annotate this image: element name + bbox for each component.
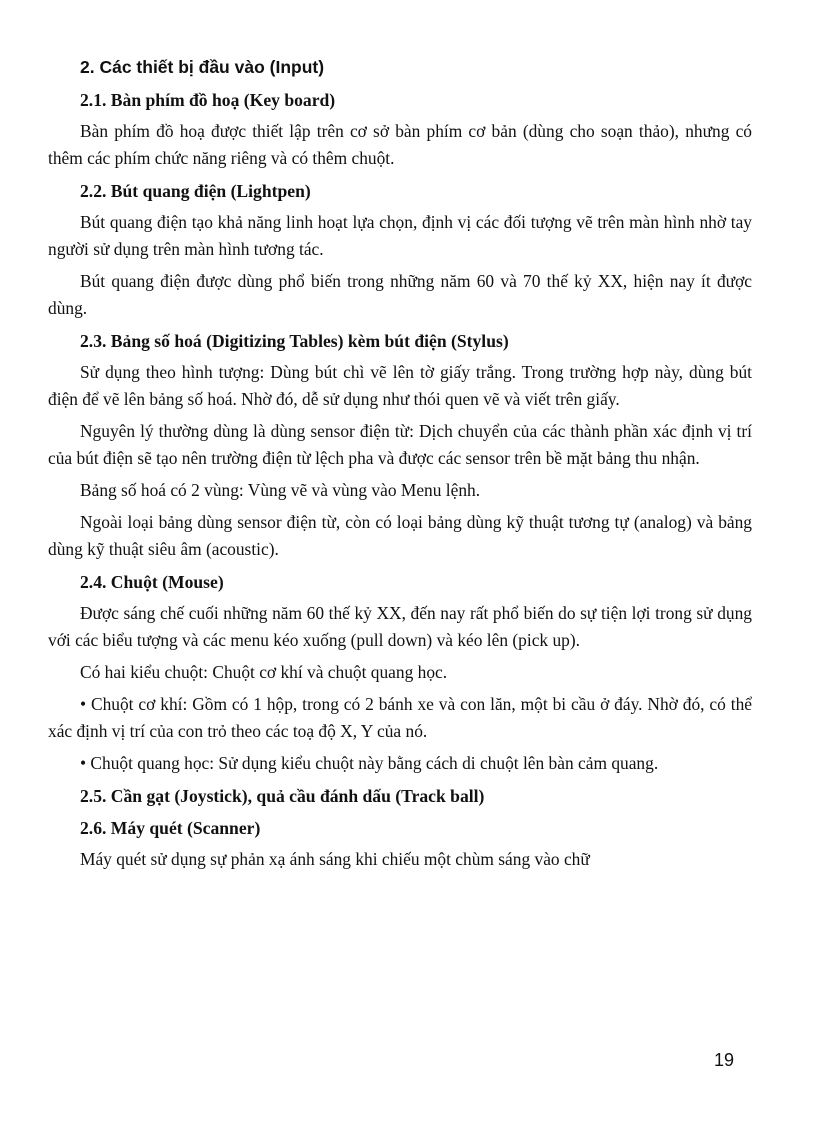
subsection-heading-2-1: 2.1. Bàn phím đồ hoạ (Key board) — [80, 90, 336, 110]
paragraph: Nguyên lý thường dùng là dùng sensor điện từ: Dịch chuyển của các thành phần xác định vị trí của bút điện sẽ tạo nên trường điện từ lệch pha và được các sensor trên bề mặt bảng thu nhận. — [48, 421, 752, 468]
paragraph: Máy quét sử dụng sự phản xạ ánh sáng khi chiếu một chùm sáng vào chữ — [80, 849, 590, 869]
paragraph: Bút quang điện tạo khả năng linh hoạt lựa chọn, định vị các đối tượng vẽ trên màn hình nhờ tay người sử dụng trên màn hình tương tác. — [48, 212, 752, 259]
paragraph: Bàn phím đồ hoạ được thiết lập trên cơ sở bàn phím cơ bản (dùng cho soạn thảo), nhưng có thêm các phím chức năng riêng và có thêm chuột. — [48, 121, 752, 168]
paragraph: Ngoài loại bảng dùng sensor điện từ, còn có loại bảng dùng kỹ thuật tương tự (analog) và bảng dùng kỹ thuật siêu âm (acoustic). — [48, 512, 752, 559]
page-number: 19 — [714, 1050, 735, 1070]
subsection-heading-2-3: 2.3. Bảng số hoá (Digitizing Tables) kèm bút điện (Stylus) — [80, 331, 509, 351]
paragraph: Có hai kiểu chuột: Chuột cơ khí và chuột quang học. — [80, 662, 448, 682]
paragraph: Bảng số hoá có 2 vùng: Vùng vẽ và vùng vào Menu lệnh. — [80, 480, 481, 500]
paragraph: Sử dụng theo hình tượng: Dùng bút chì vẽ lên tờ giấy trắng. Trong trường hợp này, dùng bút điện để vẽ lên bảng số hoá. Nhờ đó, dễ sử dụng như thói quen vẽ và viết trên giấy. — [48, 362, 752, 409]
subsection-heading-2-5: 2.5. Cần gạt (Joystick), quả cầu đánh dấu (Track ball) — [80, 786, 485, 806]
paragraph: Được sáng chế cuối những năm 60 thế kỷ XX, đến nay rất phổ biến do sự tiện lợi trong sử dụng với các biểu tượng và các menu kéo xuống (pull down) và kéo lên (pick up). — [48, 603, 752, 650]
subsection-heading-2-6: 2.6. Máy quét (Scanner) — [80, 818, 261, 838]
bullet-paragraph: • Chuột quang học: Sử dụng kiểu chuột này bằng cách di chuột lên bàn cảm quang. — [80, 753, 659, 773]
subsection-heading-2-4: 2.4. Chuột (Mouse) — [80, 572, 224, 592]
subsection-heading-2-2: 2.2. Bút quang điện (Lightpen) — [80, 181, 311, 201]
bullet-paragraph: • Chuột cơ khí: Gồm có 1 hộp, trong có 2 bánh xe và con lăn, một bi cầu ở đáy. Nhờ đó, có thể xác định vị trí của con trỏ theo các toạ độ X, Y của nó. — [48, 694, 752, 741]
section-title: 2. Các thiết bị đầu vào (Input) — [80, 57, 325, 77]
page-content — [48, 54, 752, 878]
paragraph: Bút quang điện được dùng phổ biến trong những năm 60 và 70 thế kỷ XX, hiện nay ít được dùng. — [48, 271, 752, 318]
